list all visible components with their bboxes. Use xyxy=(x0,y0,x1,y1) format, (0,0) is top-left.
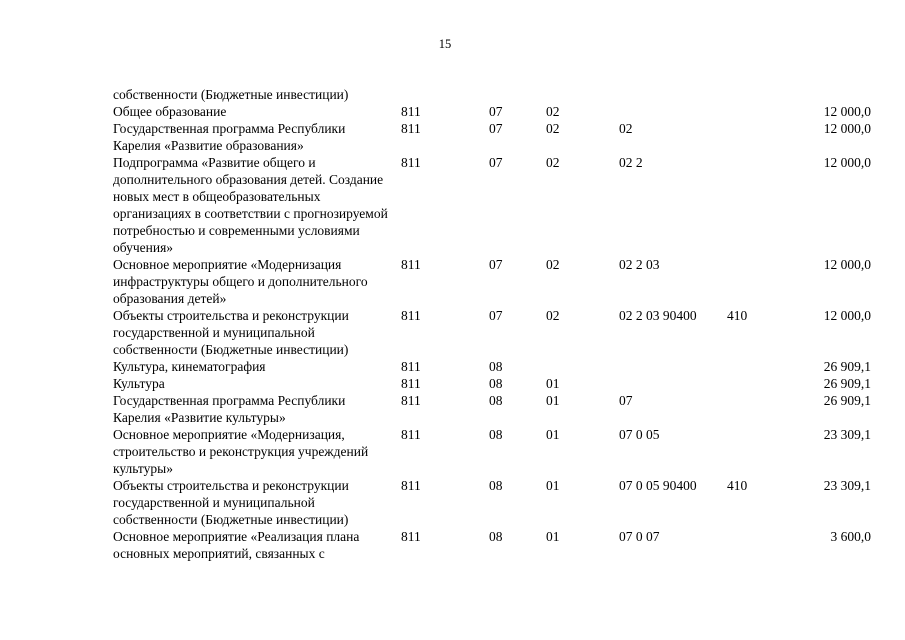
cell-sum: 12 000,0 xyxy=(823,121,871,136)
cell-ved: 811 xyxy=(401,121,421,136)
cell-rz: 08 xyxy=(489,376,503,391)
cell-rz: 07 xyxy=(489,104,503,119)
table-row xyxy=(113,256,883,307)
cell-pr: 02 xyxy=(546,257,560,272)
cell-ved: 811 xyxy=(401,104,421,119)
cell-sum: 26 909,1 xyxy=(823,376,871,391)
cell-ved: 811 xyxy=(401,393,421,408)
row-name: Объекты строительства и реконструкции государственной и муниципальной собственности (Бюджетные инвестиции) xyxy=(113,478,349,527)
table-row xyxy=(113,426,883,477)
cell-sum: 12 000,0 xyxy=(823,308,871,323)
table-row xyxy=(113,120,883,154)
cell-csr: 07 0 07 xyxy=(619,529,660,544)
cell-sum: 23 309,1 xyxy=(823,427,871,442)
row-name: Подпрограмма «Развитие общего и дополнительного образования детей. Создание новых мест в общеобразовательных организациях в соответствии с прогнозируемой потребностью и современными условиями обучения» xyxy=(113,155,388,255)
row-name: собственности (Бюджетные инвестиции) xyxy=(113,87,349,102)
cell-csr: 02 2 03 90400 xyxy=(619,308,697,323)
table-row xyxy=(113,477,883,528)
table-row xyxy=(113,375,883,392)
cell-rz: 07 xyxy=(489,308,503,323)
cell-rz: 08 xyxy=(489,359,503,374)
cell-sum: 12 000,0 xyxy=(823,257,871,272)
cell-ved: 811 xyxy=(401,359,421,374)
cell-sum: 23 309,1 xyxy=(823,478,871,493)
table-row xyxy=(113,307,883,358)
cell-pr: 01 xyxy=(546,529,560,544)
cell-csr: 07 0 05 xyxy=(619,427,660,442)
table-row xyxy=(113,154,883,256)
page-number: 15 xyxy=(438,37,452,51)
cell-pr: 01 xyxy=(546,393,560,408)
cell-ved: 811 xyxy=(401,376,421,391)
cell-rz: 08 xyxy=(489,478,503,493)
row-name: Культура xyxy=(113,376,165,391)
cell-pr: 02 xyxy=(546,121,560,136)
cell-rz: 07 xyxy=(489,121,503,136)
cell-rz: 07 xyxy=(489,155,503,170)
cell-pr: 01 xyxy=(546,427,560,442)
cell-vr: 410 xyxy=(727,478,748,493)
table-row xyxy=(113,103,883,120)
cell-pr: 01 xyxy=(546,376,560,391)
cell-ved: 811 xyxy=(401,478,421,493)
cell-rz: 08 xyxy=(489,393,503,408)
cell-sum: 12 000,0 xyxy=(823,104,871,119)
cell-pr: 02 xyxy=(546,104,560,119)
table-row xyxy=(113,392,883,426)
cell-vr: 410 xyxy=(727,308,748,323)
cell-ved: 811 xyxy=(401,529,421,544)
cell-ved: 811 xyxy=(401,427,421,442)
cell-sum: 26 909,1 xyxy=(823,393,871,408)
row-name: Основное мероприятие «Реализация плана основных мероприятий, связанных с xyxy=(113,529,360,561)
row-name: Государственная программа Республики Карелия «Развитие образования» xyxy=(113,121,346,153)
table-row xyxy=(113,528,883,562)
table-row xyxy=(113,86,883,103)
row-name: Объекты строительства и реконструкции государственной и муниципальной собственности (Бюджетные инвестиции) xyxy=(113,308,349,357)
cell-csr: 07 0 05 90400 xyxy=(619,478,697,493)
row-name: Государственная программа Республики Карелия «Развитие культуры» xyxy=(113,393,346,425)
cell-csr: 07 xyxy=(619,393,633,408)
cell-rz: 08 xyxy=(489,529,503,544)
budget-table xyxy=(113,86,883,562)
cell-csr: 02 2 xyxy=(619,155,643,170)
cell-csr: 02 xyxy=(619,121,633,136)
cell-ved: 811 xyxy=(401,155,421,170)
row-name: Общее образование xyxy=(113,104,227,119)
cell-sum: 3 600,0 xyxy=(830,529,871,544)
cell-rz: 08 xyxy=(489,427,503,442)
row-name: Основное мероприятие «Модернизация инфраструктуры общего и дополнительного образования детей» xyxy=(113,257,368,306)
cell-pr: 01 xyxy=(546,478,560,493)
cell-csr: 02 2 03 xyxy=(619,257,660,272)
cell-ved: 811 xyxy=(401,257,421,272)
cell-pr: 02 xyxy=(546,155,560,170)
cell-sum: 26 909,1 xyxy=(823,359,871,374)
cell-rz: 07 xyxy=(489,257,503,272)
row-name: Основное мероприятие «Модернизация, строительство и реконструкция учреждений культуры» xyxy=(113,427,369,476)
cell-ved: 811 xyxy=(401,308,421,323)
row-name: Культура, кинематография xyxy=(113,359,266,374)
cell-sum: 12 000,0 xyxy=(823,155,871,170)
table-row xyxy=(113,358,883,375)
cell-pr: 02 xyxy=(546,308,560,323)
